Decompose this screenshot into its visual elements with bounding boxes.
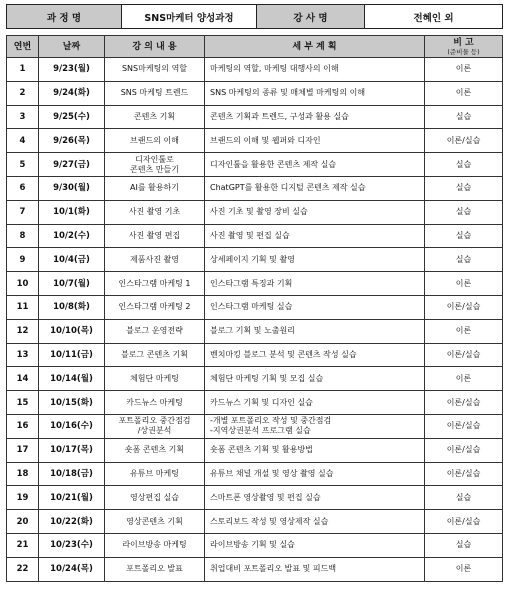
table-row	[7, 224, 503, 248]
row-plan	[205, 343, 425, 367]
row-plan	[205, 153, 425, 177]
col-header-no: 연번	[7, 36, 39, 58]
table-row	[7, 510, 503, 534]
row-plan	[205, 176, 425, 200]
row-plan-line: 블로그 기획 및 노출원리	[210, 326, 295, 336]
row-topic-line: 사진 촬영 기초	[128, 207, 181, 217]
schedule-header-row	[7, 36, 503, 58]
row-topic	[105, 319, 205, 343]
table-row	[7, 295, 503, 319]
row-date: 9/25(수)	[39, 105, 105, 129]
row-plan	[205, 533, 425, 557]
row-topic	[105, 248, 205, 272]
row-topic-line: 사진 촬영 편집	[128, 230, 181, 240]
row-note: 이론	[425, 272, 503, 296]
row-date: 9/27(금)	[39, 153, 105, 177]
row-date: 10/8(화)	[39, 295, 105, 319]
row-topic-line: 숏폼 콘텐츠 기획	[124, 445, 185, 455]
table-row	[7, 557, 503, 581]
row-plan-line: 카드뉴스 기획 및 디자인 실습	[210, 397, 313, 407]
row-plan	[205, 367, 425, 391]
row-topic-line: 인스타그램 마케팅 1	[118, 278, 191, 288]
table-row	[7, 105, 503, 129]
row-date: 10/7(월)	[39, 272, 105, 296]
row-note: 이론	[425, 367, 503, 391]
row-topic-line: 인스타그램 마케팅 2	[118, 302, 191, 312]
table-row	[7, 129, 503, 153]
course-info-table	[6, 4, 503, 29]
row-topic	[105, 462, 205, 486]
row-note: 실습	[425, 176, 503, 200]
row-topic-line: 영상콘텐츠 기획	[126, 516, 183, 526]
row-number: 16	[7, 414, 39, 438]
row-date: 10/24(목)	[39, 557, 105, 581]
table-row	[7, 153, 503, 177]
row-number: 6	[7, 176, 39, 200]
row-topic-line: 라이브방송 마케팅	[122, 540, 187, 550]
row-plan-line: 체험단 마케팅 기획 및 모집 실습	[210, 373, 324, 383]
row-date: 10/2(수)	[39, 224, 105, 248]
row-topic-line: 브랜드의 이해	[130, 135, 179, 145]
row-plan-line: 스토리보드 작성 및 영상제작 실습	[210, 516, 329, 526]
row-number: 13	[7, 343, 39, 367]
row-note: 이론/실습	[425, 462, 503, 486]
row-topic-line: 카드뉴스 마케팅	[126, 397, 183, 407]
row-number: 11	[7, 295, 39, 319]
row-topic-line: 블로그 운영전략	[126, 326, 183, 336]
row-topic	[105, 343, 205, 367]
row-number: 7	[7, 200, 39, 224]
schedule-table	[6, 35, 503, 582]
row-number: 14	[7, 367, 39, 391]
row-topic	[105, 176, 205, 200]
row-number: 17	[7, 438, 39, 462]
row-plan	[205, 200, 425, 224]
row-note: 실습	[425, 153, 503, 177]
table-row	[7, 414, 503, 438]
row-topic	[105, 224, 205, 248]
row-note: 실습	[425, 105, 503, 129]
row-topic	[105, 58, 205, 82]
row-plan	[205, 129, 425, 153]
col-header-note-label: 비 고	[453, 37, 474, 48]
row-topic	[105, 510, 205, 534]
row-note: 이론	[425, 81, 503, 105]
row-plan	[205, 414, 425, 438]
row-date: 9/23(월)	[39, 58, 105, 82]
table-row	[7, 486, 503, 510]
row-date: 9/26(목)	[39, 129, 105, 153]
row-plan-line: 스마트폰 영상촬영 및 편집 실습	[210, 492, 321, 502]
row-note: 이론/실습	[425, 295, 503, 319]
row-topic-line: 콘텐츠 기획	[133, 111, 176, 121]
row-plan	[205, 486, 425, 510]
row-topic	[105, 153, 205, 177]
instructor-label: 강 사 명	[257, 5, 365, 29]
row-topic-line: SNS 마케팅 트렌드	[120, 88, 189, 98]
row-date: 9/30(월)	[39, 176, 105, 200]
row-date: 10/15(화)	[39, 391, 105, 415]
row-note: 실습	[425, 533, 503, 557]
row-plan-line: 사진 기초 및 촬영 장비 실습	[210, 207, 308, 217]
row-topic	[105, 533, 205, 557]
row-plan	[205, 224, 425, 248]
course-name-label: 과 정 명	[7, 5, 122, 29]
row-note: 실습	[425, 248, 503, 272]
col-header-note-sub: (준비물 등)	[447, 47, 480, 56]
row-number: 10	[7, 272, 39, 296]
col-header-topic: 강 의 내 용	[105, 36, 205, 58]
row-topic-line: SNS마케팅의 역할	[121, 64, 188, 74]
row-note: 이론	[425, 557, 503, 581]
table-row	[7, 533, 503, 557]
row-topic	[105, 295, 205, 319]
row-topic-line: /상권분석	[137, 426, 172, 436]
row-plan	[205, 58, 425, 82]
row-number: 12	[7, 319, 39, 343]
row-plan-line: ChatGPT를 활용한 디지털 콘텐츠 제작 실습	[210, 183, 366, 193]
row-number: 2	[7, 81, 39, 105]
row-note: 이론/실습	[425, 510, 503, 534]
row-plan-line: 디자인툴을 활용한 콘텐츠 제작 실습	[210, 159, 337, 169]
instructor-value: 전혜인 외	[365, 5, 503, 29]
row-topic	[105, 486, 205, 510]
table-row	[7, 58, 503, 82]
row-number: 4	[7, 129, 39, 153]
row-topic	[105, 129, 205, 153]
row-number: 1	[7, 58, 39, 82]
row-note: 이론/실습	[425, 414, 503, 438]
row-plan	[205, 248, 425, 272]
row-plan-line: 인스타그램 마케팅 실습	[210, 302, 293, 312]
row-note: 실습	[425, 200, 503, 224]
row-number: 5	[7, 153, 39, 177]
row-plan-line: -개별 포트폴리오 작성 및 중간점검	[210, 416, 332, 426]
row-number: 8	[7, 224, 39, 248]
row-number: 21	[7, 533, 39, 557]
row-plan-line: 사진 촬영 및 편집 실습	[210, 230, 290, 240]
col-header-note	[425, 36, 503, 58]
row-topic	[105, 438, 205, 462]
row-topic-line: 블로그 콘텐츠 기획	[121, 349, 188, 359]
row-topic	[105, 391, 205, 415]
row-note: 이론/실습	[425, 438, 503, 462]
row-date: 10/18(금)	[39, 462, 105, 486]
table-row	[7, 438, 503, 462]
row-number: 3	[7, 105, 39, 129]
row-plan-line: 유튜브 채널 개설 및 영상 촬영 실습	[210, 468, 334, 478]
row-topic	[105, 272, 205, 296]
row-date: 10/14(월)	[39, 367, 105, 391]
row-plan	[205, 81, 425, 105]
row-topic	[105, 81, 205, 105]
row-plan	[205, 391, 425, 415]
row-topic-line: 포트폴리오 중간점검	[118, 416, 191, 426]
row-plan-line: 숏폼 콘텐츠 기획 및 활용방법	[210, 445, 313, 455]
row-note: 실습	[425, 486, 503, 510]
row-number: 15	[7, 391, 39, 415]
row-date: 10/11(금)	[39, 343, 105, 367]
row-number: 22	[7, 557, 39, 581]
table-row	[7, 319, 503, 343]
row-plan-line: 인스타그램 특징과 기획	[210, 278, 293, 288]
row-topic-line: 제품사진 촬영	[130, 254, 179, 264]
table-row	[7, 248, 503, 272]
row-plan	[205, 295, 425, 319]
table-row	[7, 367, 503, 391]
row-plan	[205, 557, 425, 581]
row-date: 9/24(화)	[39, 81, 105, 105]
table-row	[7, 200, 503, 224]
row-plan-line: 마케팅의 역할, 마케팅 대행사의 이해	[210, 64, 339, 74]
row-plan-line: 콘텐츠 기획과 트렌드, 구성과 활용 실습	[210, 111, 349, 121]
row-number: 9	[7, 248, 39, 272]
table-row	[7, 176, 503, 200]
row-plan-line: SNS 마케팅의 종류 및 매체별 마케팅의 이해	[210, 88, 366, 98]
row-topic	[105, 200, 205, 224]
row-topic-line: 콘텐츠 만들기	[130, 164, 179, 174]
table-row	[7, 343, 503, 367]
col-header-plan: 세 부 계 획	[205, 36, 425, 58]
row-note: 실습	[425, 224, 503, 248]
course-name-value: SNS마케터 양성과정	[122, 5, 257, 29]
row-topic	[105, 105, 205, 129]
row-note: 이론	[425, 319, 503, 343]
row-topic-line: 디자인툴로	[135, 154, 174, 164]
row-date: 10/17(목)	[39, 438, 105, 462]
row-date: 10/10(목)	[39, 319, 105, 343]
row-topic	[105, 414, 205, 438]
row-topic	[105, 557, 205, 581]
row-date: 10/4(금)	[39, 248, 105, 272]
row-date: 10/16(수)	[39, 414, 105, 438]
row-number: 19	[7, 486, 39, 510]
row-note: 이론/실습	[425, 129, 503, 153]
row-plan	[205, 438, 425, 462]
row-plan	[205, 272, 425, 296]
row-topic-line: AI를 활용하기	[129, 183, 179, 193]
row-topic	[105, 367, 205, 391]
row-number: 18	[7, 462, 39, 486]
row-date: 10/21(월)	[39, 486, 105, 510]
row-note: 이론/실습	[425, 343, 503, 367]
row-plan-line: 라이브방송 기획 및 실습	[210, 540, 295, 550]
row-topic-line: 포트폴리오 발표	[126, 564, 183, 574]
row-note: 이론	[425, 58, 503, 82]
row-number: 20	[7, 510, 39, 534]
row-plan	[205, 510, 425, 534]
table-row	[7, 391, 503, 415]
row-date: 10/23(수)	[39, 533, 105, 557]
row-topic-line: 유튜브 마케팅	[130, 468, 179, 478]
row-plan	[205, 105, 425, 129]
row-topic-line: 체험단 마케팅	[130, 373, 179, 383]
table-row	[7, 81, 503, 105]
table-row	[7, 462, 503, 486]
row-plan-line: 벤치마킹 블로그 분석 및 콘텐츠 작성 실습	[210, 349, 357, 359]
col-header-date: 날짜	[39, 36, 105, 58]
row-plan-line: 취업대비 포트폴리오 발표 및 피드백	[210, 564, 337, 574]
row-plan-line: 브랜드의 이해 및 웹퍼와 디자인	[210, 135, 321, 145]
row-date: 10/1(화)	[39, 200, 105, 224]
row-plan	[205, 462, 425, 486]
schedule-body	[7, 58, 503, 582]
row-note: 이론/실습	[425, 391, 503, 415]
table-row	[7, 272, 503, 296]
row-plan	[205, 319, 425, 343]
row-plan-line: 상세페이지 기획 및 촬영	[210, 254, 295, 264]
row-plan-line: -지역상권분석 프로그램 실습	[210, 426, 311, 436]
row-date: 10/22(화)	[39, 510, 105, 534]
row-topic-line: 영상편집 실습	[130, 492, 179, 502]
